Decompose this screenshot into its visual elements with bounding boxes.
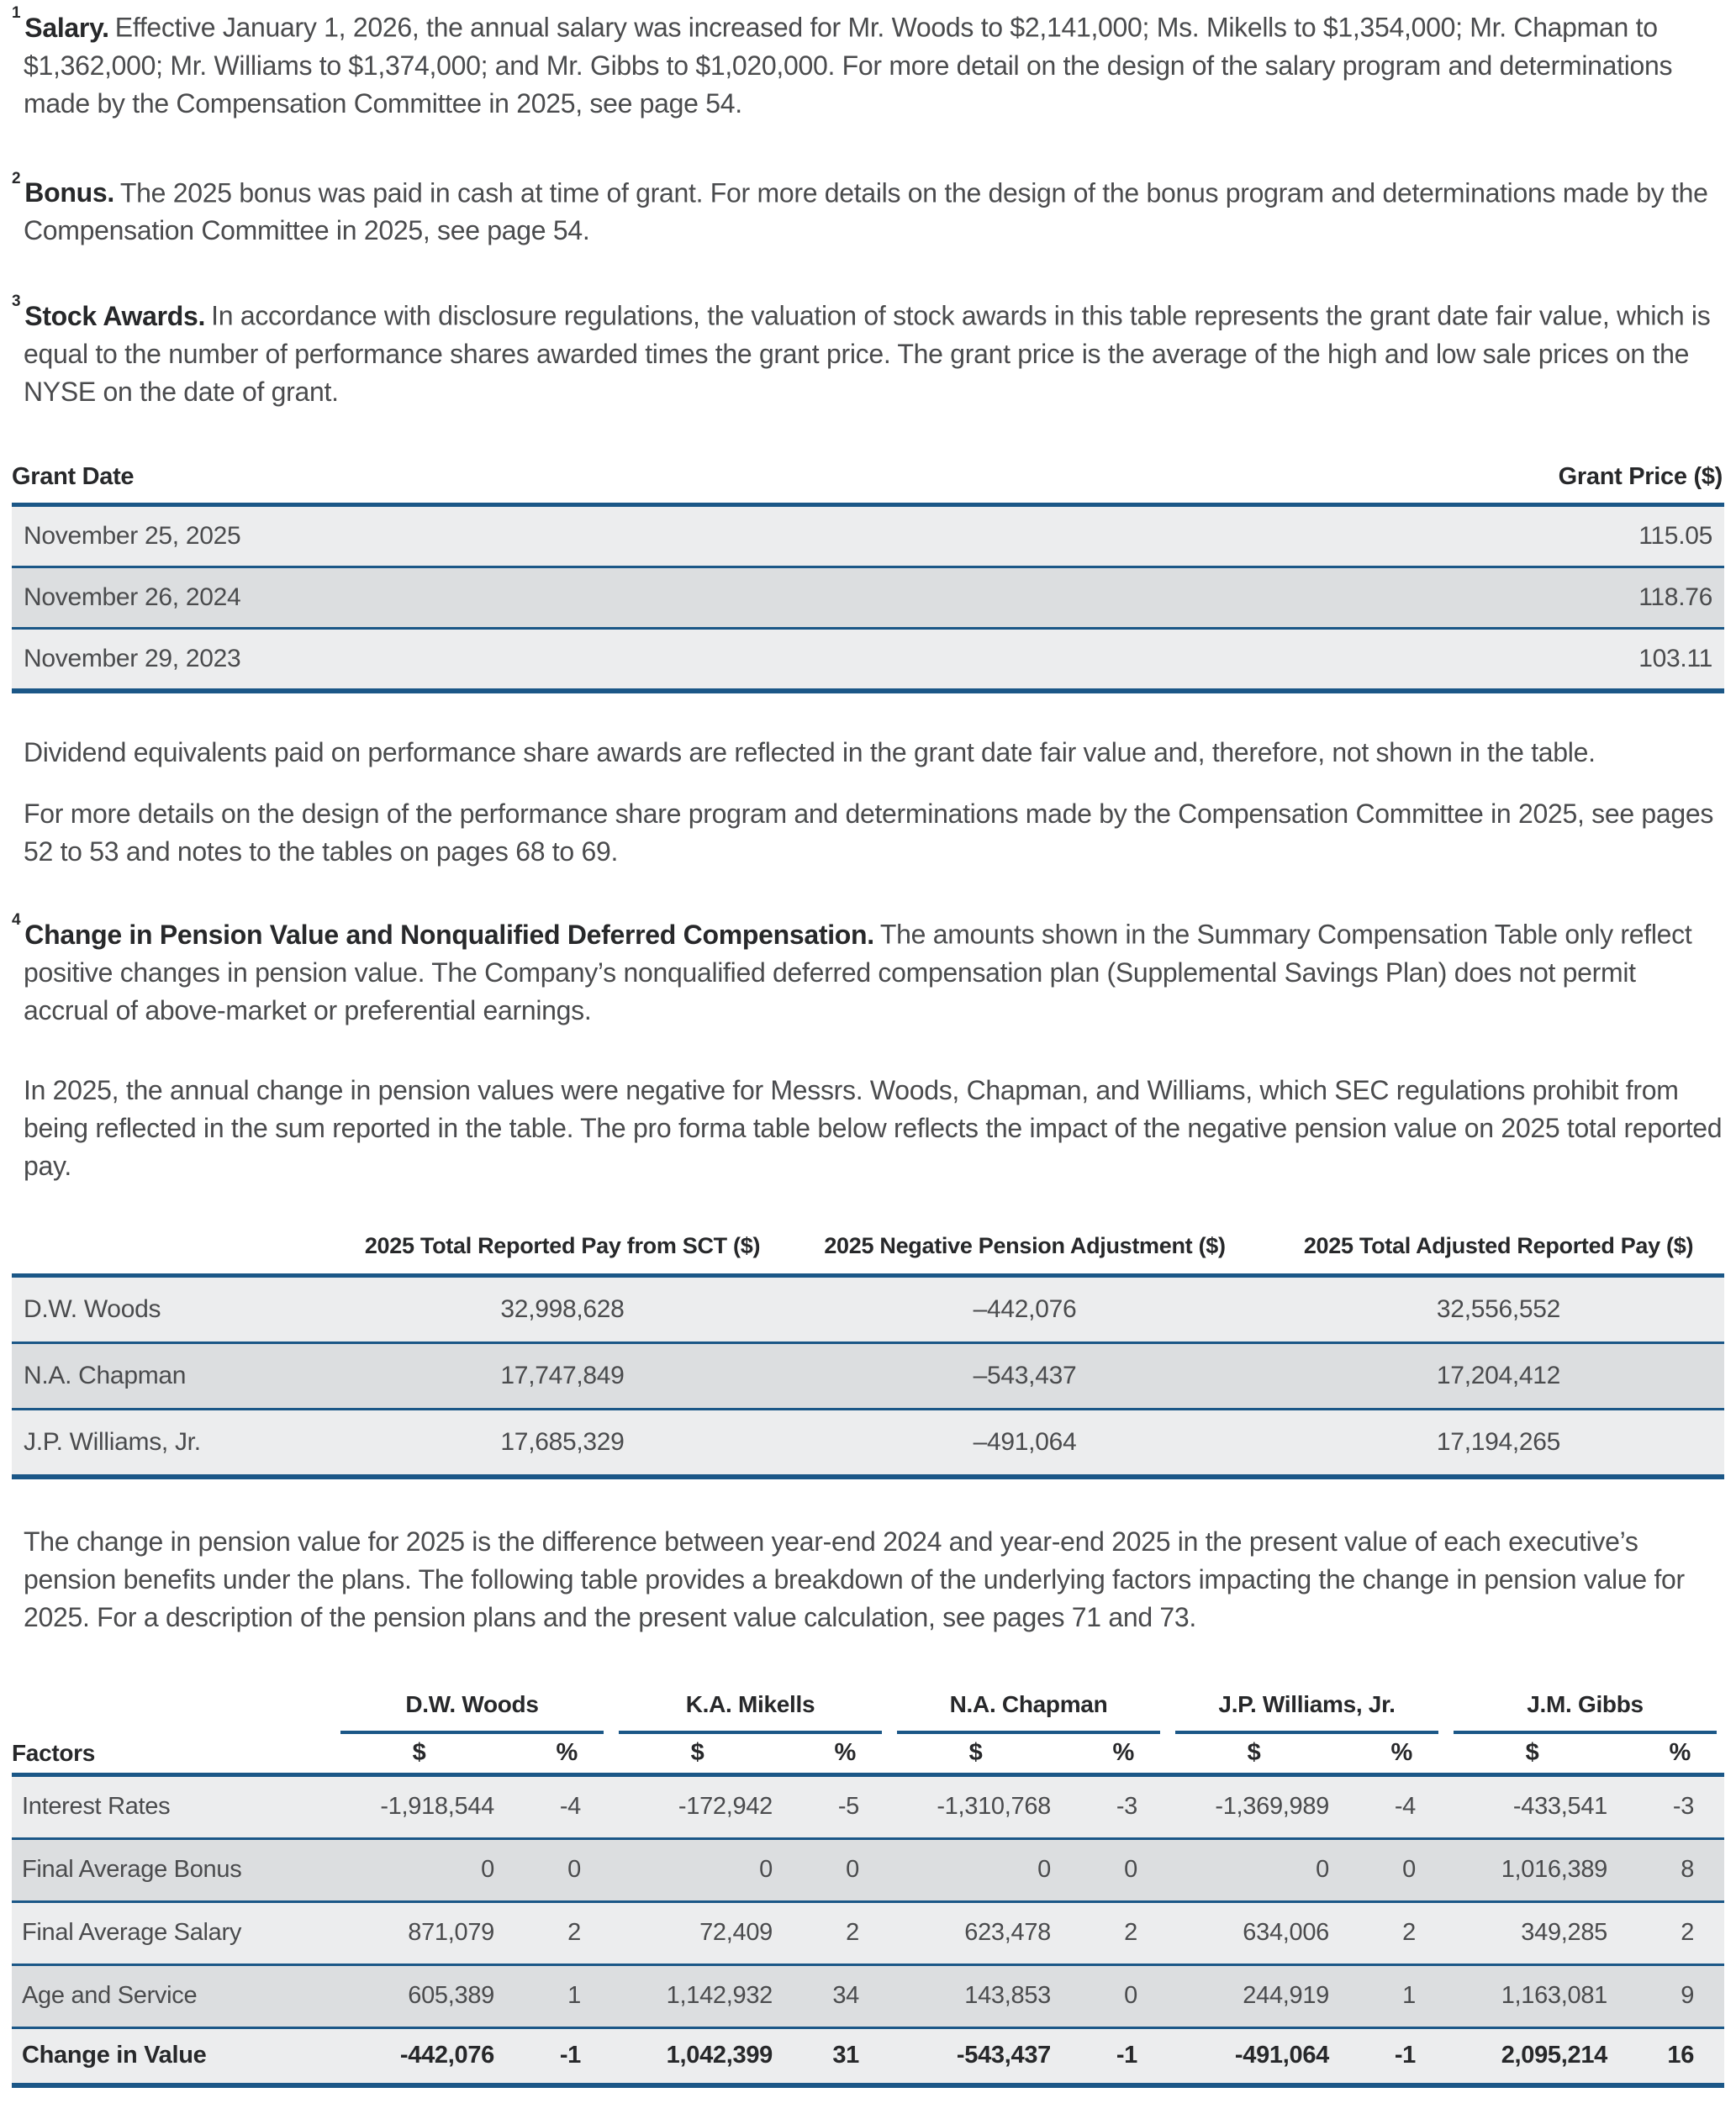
percent-value-cell: 2 xyxy=(1681,1919,1695,1947)
dollar-value-cell: -1,310,768 xyxy=(937,1793,1051,1821)
sub-header-row xyxy=(12,1734,1724,1775)
percent-value-cell: 0 xyxy=(846,1856,859,1884)
percent-value-cell: -4 xyxy=(1394,1793,1417,1821)
percent-value-cell: 16 xyxy=(1667,2042,1695,2069)
dollar-value-cell: 0 xyxy=(1037,1856,1051,1884)
empty-header-cell xyxy=(12,1223,348,1276)
table-row xyxy=(12,1838,1724,1901)
percent-value-cell: -3 xyxy=(1672,1793,1695,1821)
dollar-value-cell: 72,409 xyxy=(699,1919,773,1947)
footnote-marker: 3 xyxy=(12,293,21,311)
percent-value-cell: -1 xyxy=(1116,2042,1138,2069)
sct-pay-cell: 17,747,849 xyxy=(500,1362,625,1390)
executive-name: K.A. Mikells xyxy=(619,1685,882,1734)
footnote-text: Effective January 1, 2026, the annual salary was increased for Mr. Woods to $2,141,000; Ms. Mikells to $1,354,000; Mr. Chapman to $1,362,000; Mr. Williams to $1,374,000; and Mr. Gibbs to $1,020,000. For more detail on the design of the salary program and determinations made by the Compensation Committee in 2025, see page 54. xyxy=(24,12,1673,119)
percent-value-cell: 0 xyxy=(567,1856,581,1884)
dollar-value-cell: 0 xyxy=(481,1856,494,1884)
footnote-title: Change in Pension Value and Nonqualified Deferred Compensation. xyxy=(24,919,874,950)
adjusted-pay-cell: 17,204,412 xyxy=(1436,1362,1561,1390)
proforma-header-row xyxy=(12,1223,1724,1276)
table-row xyxy=(12,504,1724,567)
percent-value-cell: -4 xyxy=(559,1793,581,1821)
sct-pay-cell: 17,685,329 xyxy=(500,1428,625,1457)
percent-value-cell: 0 xyxy=(1124,1982,1138,2010)
footnote-title: Bonus. xyxy=(24,177,114,208)
table-row xyxy=(12,1901,1724,1964)
footnote-text: The amounts shown in the Summary Compensation Table only reflect positive changes in pension value. The Company’s nonqualified deferred compensation plan (Supplemental Savings Plan) does not permit accrual of above-market or preferential earnings. xyxy=(24,919,1692,1025)
sct-pay-cell: 32,998,628 xyxy=(500,1295,625,1324)
footnote-salary xyxy=(12,3,1724,123)
executive-name: J.P. Williams, Jr. xyxy=(1175,1685,1438,1734)
dollar-sub-header: $ xyxy=(611,1734,784,1775)
factor-label-cell: Age and Service xyxy=(22,1982,198,2010)
empty-header-cell xyxy=(12,1685,333,1734)
dollar-value-cell: 623,478 xyxy=(964,1919,1051,1947)
dollar-value-cell: 605,389 xyxy=(408,1982,494,2010)
details-paragraph: For more details on the design of the performance share program and determinations made by the Compensation Committee in 2025, see pages 52 to 53 and notes to the tables on pages 68 to 69. xyxy=(24,798,1714,867)
percent-value-cell: 0 xyxy=(1402,1856,1417,1884)
executive-group-header xyxy=(333,1685,611,1734)
adjusted-pay-cell: 32,556,552 xyxy=(1436,1295,1561,1324)
footnote-marker: 1 xyxy=(12,4,21,22)
dollar-value-cell: 1,016,389 xyxy=(1501,1856,1608,1884)
table-row xyxy=(12,1275,1724,1342)
percent-value-cell: -1 xyxy=(1394,2042,1417,2069)
footnote-marker: 2 xyxy=(12,169,21,187)
executive-group-header-row xyxy=(12,1685,1724,1734)
percent-sub-header: % xyxy=(784,1734,889,1775)
percent-value-cell: 2 xyxy=(567,1919,581,1947)
pension-adjustment-cell: –491,064 xyxy=(973,1428,1077,1457)
executive-name-cell: J.P. Williams, Jr. xyxy=(24,1428,201,1457)
dollar-sub-header: $ xyxy=(1168,1734,1340,1775)
percent-sub-header: % xyxy=(1340,1734,1446,1775)
percent-sub-header: % xyxy=(1062,1734,1168,1775)
executive-name: D.W. Woods xyxy=(340,1685,604,1734)
executive-name-cell: N.A. Chapman xyxy=(24,1362,187,1390)
percent-value-cell: 2 xyxy=(846,1919,859,1947)
dollar-value-cell: 0 xyxy=(1316,1856,1330,1884)
percent-value-cell: 1 xyxy=(1402,1982,1417,2010)
grant-table-header-row xyxy=(12,457,1724,505)
dollar-value-cell: -543,437 xyxy=(956,2042,1051,2069)
dollar-sub-header: $ xyxy=(333,1734,505,1775)
percent-value-cell: 9 xyxy=(1681,1982,1695,2010)
executive-name-cell: D.W. Woods xyxy=(24,1295,161,1324)
percent-value-cell: -1 xyxy=(559,2042,581,2069)
grant-price-cell: 115.05 xyxy=(1638,522,1712,551)
pension-adjustment-column-header: 2025 Negative Pension Adjustment ($) xyxy=(777,1223,1273,1276)
dollar-value-cell: -491,064 xyxy=(1234,2042,1330,2069)
dollar-value-cell: 349,285 xyxy=(1521,1919,1608,1947)
footnote-marker: 4 xyxy=(12,910,21,929)
percent-value-cell: 0 xyxy=(1124,1856,1138,1884)
percent-value-cell: 2 xyxy=(1124,1919,1138,1947)
footnote-title: Stock Awards. xyxy=(24,300,206,331)
footnote-title: Salary. xyxy=(24,12,109,43)
factors-column-header: Factors xyxy=(12,1734,333,1775)
executive-group-header xyxy=(611,1685,889,1734)
table-row xyxy=(12,567,1724,628)
dividend-paragraph: Dividend equivalents paid on performance share awards are reflected in the grant date fair value and, therefore, not shown in the table. xyxy=(24,736,1596,767)
percent-value-cell: 8 xyxy=(1681,1856,1695,1884)
footnote-stock-awards xyxy=(12,292,1724,411)
table-row xyxy=(12,1964,1724,2027)
factor-label-cell: Change in Value xyxy=(22,2042,207,2069)
pension-adjustment-cell: –543,437 xyxy=(973,1362,1077,1390)
percent-value-cell: -3 xyxy=(1116,1793,1138,1821)
footnote-text: In accordance with disclosure regulations, the valuation of stock awards in this table represents the grant date fair value, which is equal to the number of performance shares awarded times the grant price. The grant price is the average of the high and low sale prices on the NYSE on the date of grant. xyxy=(24,300,1711,407)
percent-value-cell: 2 xyxy=(1402,1919,1417,1947)
dollar-value-cell: 2,095,214 xyxy=(1501,2042,1608,2069)
pension-factors-table xyxy=(12,1685,1724,2088)
grant-date-cell: November 25, 2025 xyxy=(24,522,241,551)
change-in-value-row xyxy=(12,2027,1724,2085)
table-row xyxy=(12,1774,1724,1838)
percent-sub-header: % xyxy=(505,1734,611,1775)
dollar-value-cell: 1,163,081 xyxy=(1501,1982,1608,2010)
table-row xyxy=(12,628,1724,691)
footnote-text: The 2025 bonus was paid in cash at time of grant. For more details on the design of the bonus program and determinations made by the Compensation Committee in 2025, see page 54. xyxy=(24,177,1708,246)
percent-value-cell: 1 xyxy=(567,1982,581,2010)
grant-date-cell: November 29, 2023 xyxy=(24,645,241,673)
footnote-pension xyxy=(12,910,1724,1030)
grant-price-column-header: Grant Price ($) xyxy=(1211,457,1724,505)
dollar-value-cell: 143,853 xyxy=(964,1982,1051,2010)
grant-date-cell: November 26, 2024 xyxy=(24,583,241,612)
dollar-value-cell: 1,042,399 xyxy=(666,2042,773,2069)
factor-label-cell: Final Average Salary xyxy=(22,1919,242,1947)
factor-label-cell: Interest Rates xyxy=(22,1793,171,1821)
dollar-sub-header: $ xyxy=(889,1734,1062,1775)
grant-price-cell: 118.76 xyxy=(1638,583,1712,612)
percent-value-cell: 31 xyxy=(832,2042,859,2069)
dollar-value-cell: -1,918,544 xyxy=(380,1793,494,1821)
dollar-value-cell: -442,076 xyxy=(399,2042,494,2069)
dollar-value-cell: 1,142,932 xyxy=(666,1982,773,2010)
adjusted-pay-column-header: 2025 Total Adjusted Reported Pay ($) xyxy=(1273,1223,1724,1276)
table-row xyxy=(12,1342,1724,1409)
dollar-value-cell: 244,919 xyxy=(1243,1982,1330,2010)
executive-group-header xyxy=(889,1685,1168,1734)
dollar-value-cell: -172,942 xyxy=(678,1793,773,1821)
proforma-pay-table xyxy=(12,1223,1724,1479)
percent-value-cell: 34 xyxy=(832,1982,859,2010)
dollar-value-cell: 634,006 xyxy=(1243,1919,1330,1947)
pension-change-paragraph: The change in pension value for 2025 is the difference between year-end 2024 and year-end 2025 in the present value of each executive’s pension benefits under the plans. The following table provides a breakdown of the underlying factors impacting the change in pension value for 2025. For a description of the pension plans and the present value calculation, see pages 71 and 73. xyxy=(24,1526,1685,1632)
table-row xyxy=(12,1409,1724,1477)
executive-group-header xyxy=(1446,1685,1724,1734)
executive-name: N.A. Chapman xyxy=(897,1685,1160,1734)
grant-price-cell: 103.11 xyxy=(1638,645,1712,673)
factor-label-cell: Final Average Bonus xyxy=(22,1856,242,1884)
adjusted-pay-cell: 17,194,265 xyxy=(1436,1428,1561,1457)
dollar-value-cell: -433,541 xyxy=(1512,1793,1608,1821)
grant-price-table xyxy=(12,457,1724,693)
dollar-value-cell: 871,079 xyxy=(408,1919,494,1947)
executive-name: J.M. Gibbs xyxy=(1454,1685,1717,1734)
footnote-bonus xyxy=(12,169,1724,250)
executive-group-header xyxy=(1168,1685,1446,1734)
sct-pay-column-header: 2025 Total Reported Pay from SCT ($) xyxy=(348,1223,777,1276)
grant-date-column-header: Grant Date xyxy=(12,457,1211,505)
in2025-paragraph: In 2025, the annual change in pension values were negative for Messrs. Woods, Chapman, and Williams, which SEC regulations prohibit from being reflected in the sum reported in the table. The pro forma table below reflects the impact of the negative pension value on 2025 total reported pay. xyxy=(24,1074,1723,1181)
percent-sub-header: % xyxy=(1618,1734,1724,1775)
pension-adjustment-cell: –442,076 xyxy=(973,1295,1077,1324)
dollar-value-cell: -1,369,989 xyxy=(1215,1793,1330,1821)
percent-value-cell: -5 xyxy=(837,1793,859,1821)
dollar-value-cell: 0 xyxy=(759,1856,773,1884)
dollar-sub-header: $ xyxy=(1446,1734,1618,1775)
